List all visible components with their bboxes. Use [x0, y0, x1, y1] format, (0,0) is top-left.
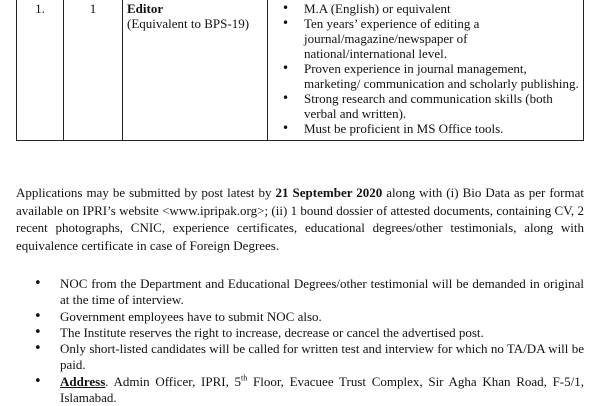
address-item	[16, 374, 584, 406]
address-text-2: Floor, Evacuee Trust Complex, Sir Agha Khan Road, F-5/1, Islamabad.	[60, 373, 585, 406]
list-item: • Must be proficient in MS Office tools.	[304, 121, 579, 136]
list-item: • NOC from the Department and Educational Degrees/other testimonial will be demanded in original at the time of interview.	[16, 276, 584, 309]
serial-number: 1.	[35, 1, 45, 16]
list-item: • Proven experience in journal management, marketing/ communication and scholarly publishing.	[304, 61, 579, 91]
application-text-2: along with (i) Bio Data as per format available on IPRI’s website <www.ipripak.org>; (ii) 1 bound dossier of attested documents, containing CV, 2 recent photographs, CNIC, experience certificates, educational degrees/other testimonials, along with equivalence certificate in case of Foreign Degrees.	[16, 185, 585, 253]
posts-count-cell	[64, 0, 123, 141]
address-text-1: . Admin Officer, IPRI, 5	[105, 373, 242, 389]
list-item: • The Institute reserves the right to increase, decrease or cancel the advertised post.	[16, 325, 584, 341]
job-table	[16, 0, 584, 141]
address-label: Address	[60, 373, 106, 389]
table-row	[17, 0, 584, 141]
deadline-date: 21 September 2020	[275, 185, 383, 200]
post-title-cell	[123, 0, 268, 141]
post-title: Editor	[127, 1, 164, 16]
notes-list	[16, 276, 584, 406]
list-item: • Only short-listed candidates will be called for written test and interview for which no TA/DA will be paid.	[16, 341, 584, 374]
application-paragraph	[16, 184, 584, 254]
serial-number-cell	[17, 0, 64, 141]
list-item: • Ten years’ experience of editing a journal/magazine/newspaper of national/international level.	[304, 16, 579, 61]
post-equivalent: (Equivalent to BPS-19)	[127, 16, 250, 31]
qualifications-cell	[268, 0, 584, 141]
list-item: • Government employees have to submit NOC also.	[16, 309, 584, 325]
posts-count: 1	[89, 1, 97, 16]
list-item: • Strong research and communication skills (both verbal and written).	[304, 91, 579, 121]
address-sup: th	[241, 373, 248, 383]
application-text-1: Applications may be submitted by post latest by	[16, 185, 276, 200]
qualifications-list	[272, 1, 579, 136]
list-item: • M.A (English) or equivalent	[304, 1, 579, 16]
